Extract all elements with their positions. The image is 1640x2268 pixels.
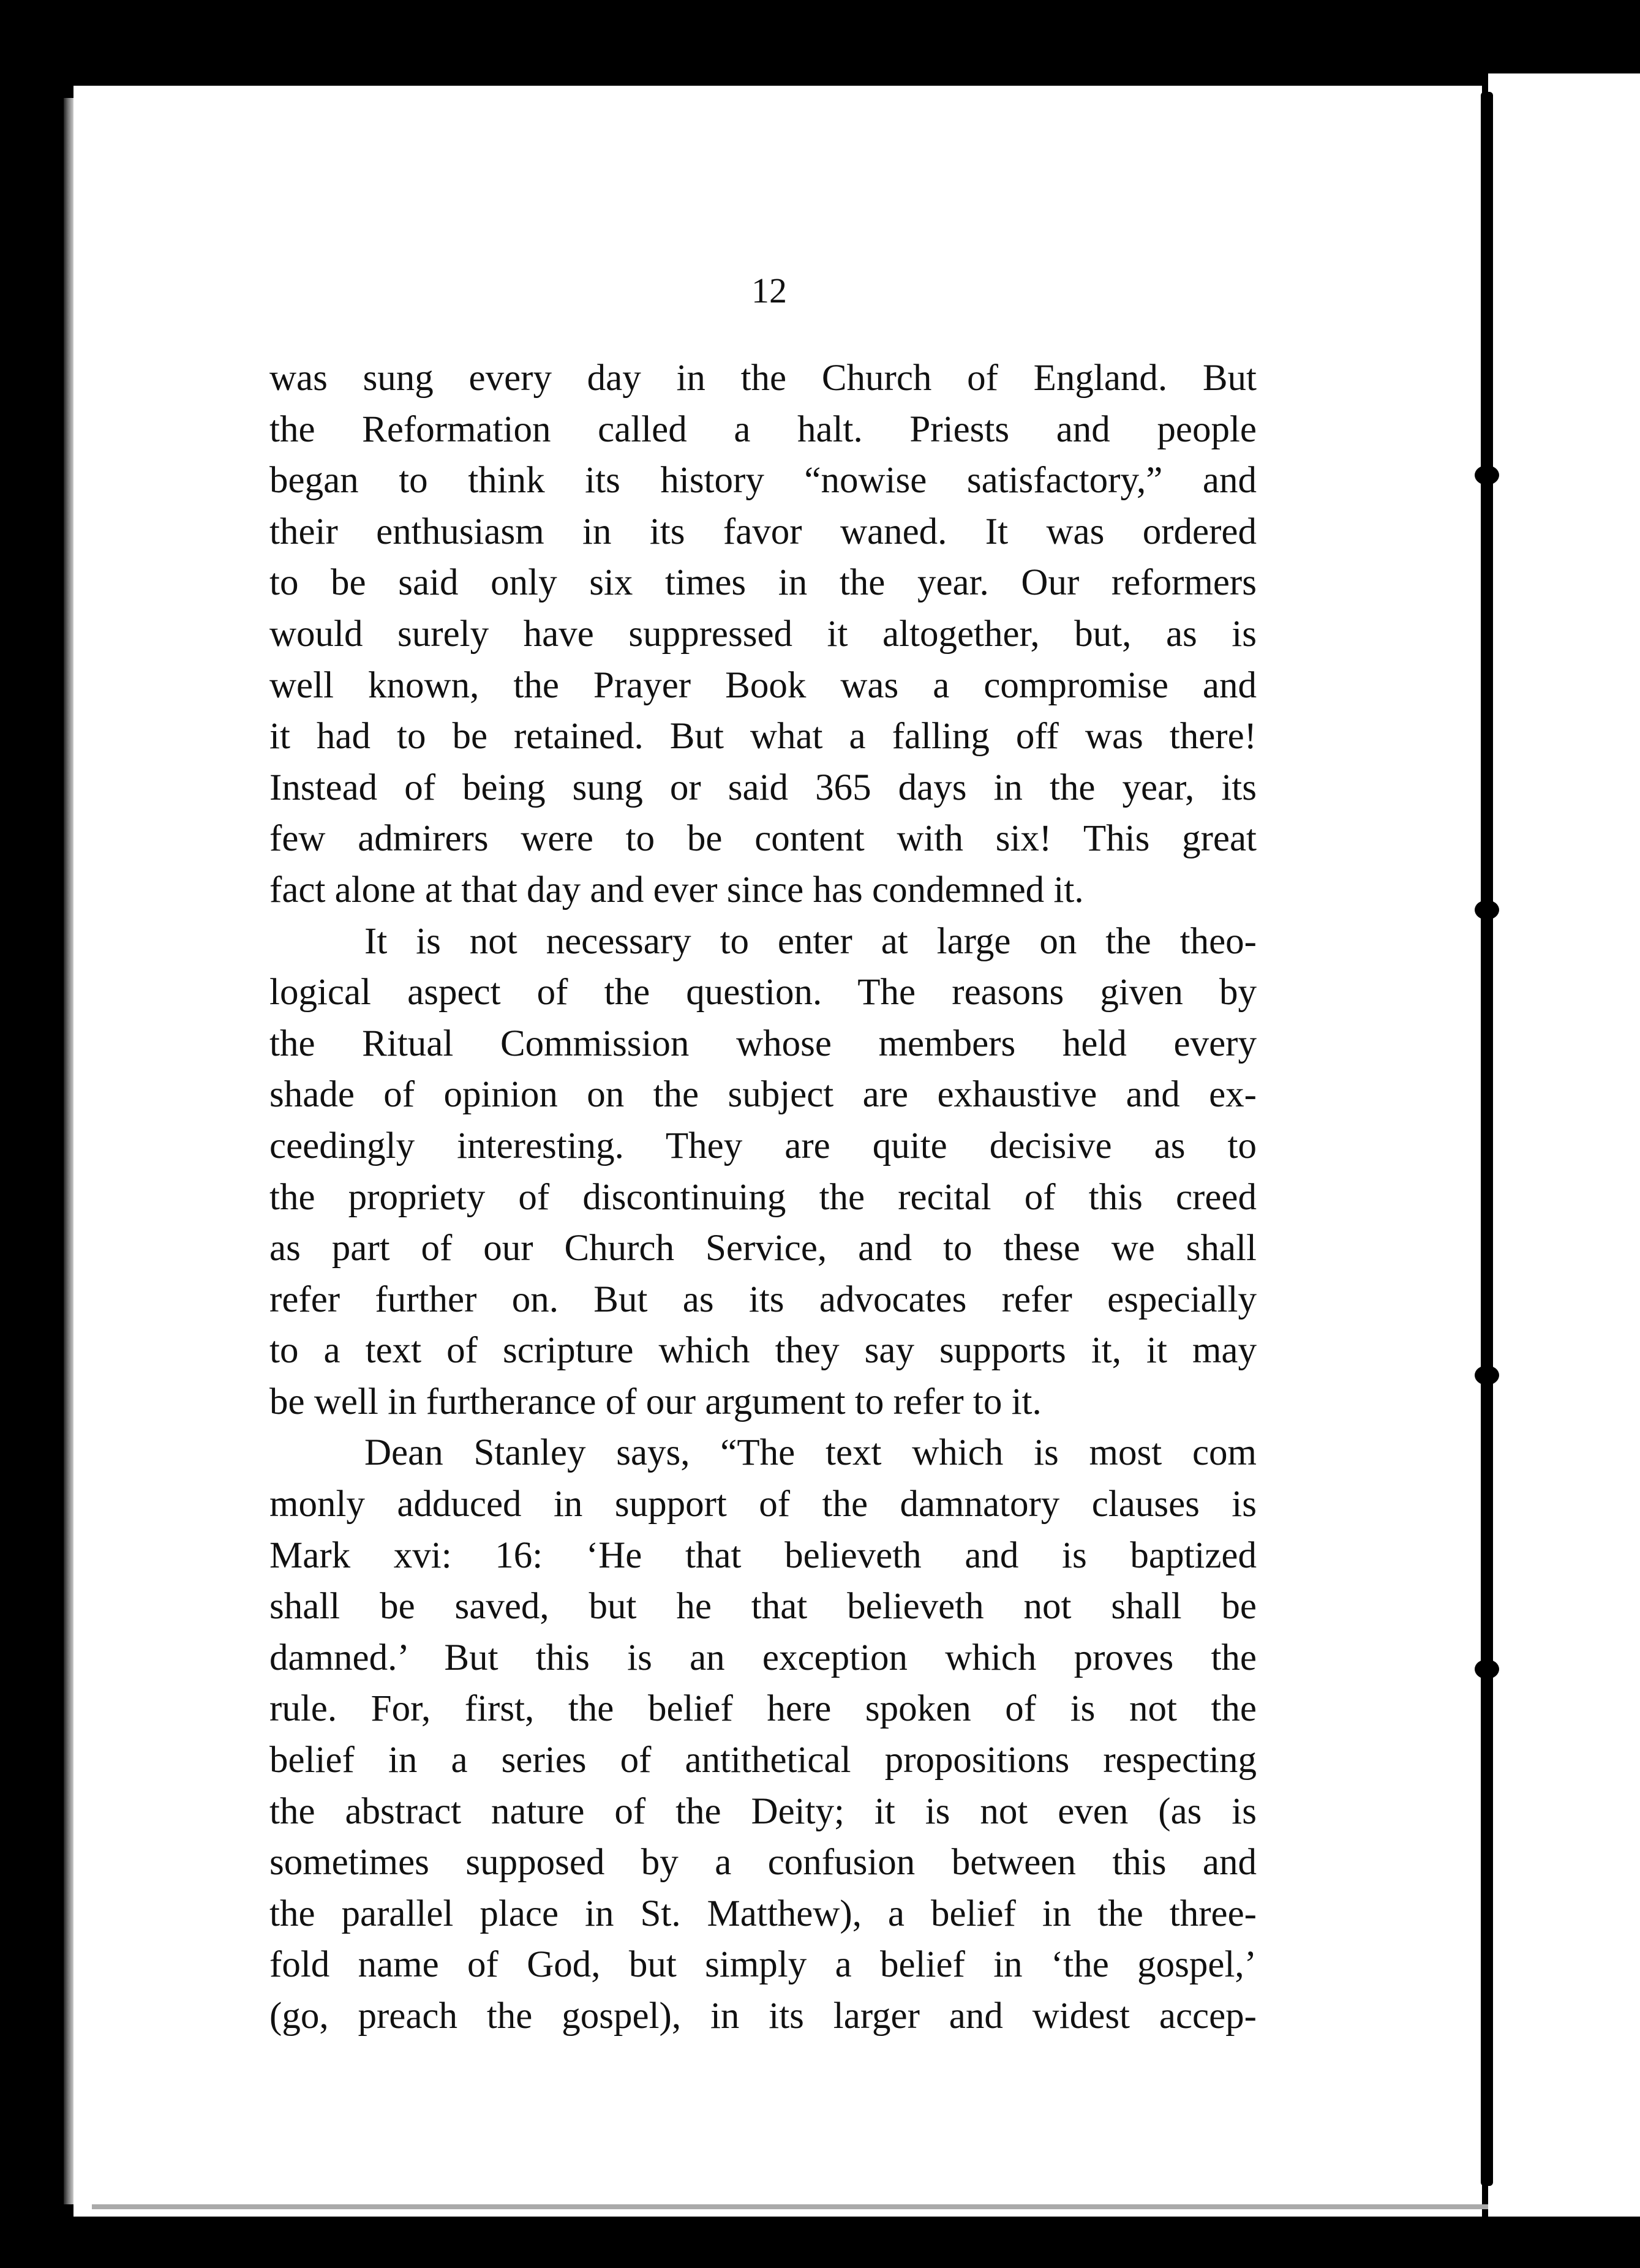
- page-number: 12: [751, 271, 787, 310]
- text-line: fact alone at that day and ever since has condemned it.: [269, 869, 1084, 911]
- text-line: damned.’ But this is an exception which proves the: [269, 1637, 1257, 1678]
- text-line: be well in furtherance of our argument to refer to it.: [269, 1381, 1042, 1422]
- facing-page: [1488, 73, 1640, 2217]
- text-line: rule. For, first, the belief here spoken of is not the: [269, 1688, 1257, 1730]
- text-line: ceedingly interesting. They are quite decisive as to: [269, 1125, 1257, 1166]
- text-line: shall be saved, but he that believeth not shall be: [269, 1586, 1257, 1628]
- text-line: Instead of being sung or said 365 days in the year, its: [269, 767, 1257, 808]
- binding-stitch: [1475, 1659, 1499, 1679]
- text-line: the parallel place in St. Matthew), a belief in the three-: [269, 1893, 1257, 1934]
- text-line: the abstract nature of the Deity; it is not even (as is: [269, 1790, 1257, 1832]
- text-line: would surely have suppressed it altogether, but, as is: [269, 613, 1257, 655]
- text-line: fold name of God, but simply a belief in ‘the gospel,’: [269, 1944, 1257, 1986]
- text-line: the Reformation called a halt. Priests and people: [269, 408, 1257, 450]
- text-line: Dean Stanley says, “The text which is most com: [364, 1432, 1257, 1474]
- binding-stitch: [1475, 465, 1499, 485]
- page-bottom-edge: [92, 2204, 1500, 2209]
- text-line: to a text of scripture which they say supports it, it may: [269, 1330, 1257, 1372]
- page-body-text: [269, 353, 1257, 2042]
- text-line: few admirers were to be content with six! This great: [269, 818, 1257, 860]
- text-line: sometimes supposed by a confusion between this and: [269, 1842, 1257, 1883]
- text-line: it had to be retained. But what a falling off was there!: [269, 716, 1257, 757]
- text-line: began to think its history “nowise satisfactory,” and: [269, 460, 1257, 501]
- text-line: to be said only six times in the year. Our reformers: [269, 562, 1257, 604]
- text-line: It is not necessary to enter at large on the theo-: [364, 920, 1257, 962]
- text-line: the propriety of discontinuing the recital of this creed: [269, 1176, 1257, 1218]
- book-binding: [1481, 92, 1493, 2186]
- text-line: logical aspect of the question. The reasons given by: [269, 972, 1257, 1013]
- text-line: their enthusiasm in its favor waned. It was ordered: [269, 511, 1257, 552]
- text-line: refer further on. But as its advocates refer especially: [269, 1279, 1257, 1320]
- text-line: well known, the Prayer Book was a compromise and: [269, 664, 1257, 706]
- text-line: was sung every day in the Church of England. But: [269, 358, 1257, 399]
- text-line: shade of opinion on the subject are exhaustive and ex-: [269, 1074, 1257, 1116]
- text-line: as part of our Church Service, and to these we shall: [269, 1228, 1257, 1269]
- text-line: monly adduced in support of the damnatory clauses is: [269, 1484, 1257, 1525]
- text-line: (go, preach the gospel), in its larger and widest accep-: [269, 1996, 1257, 2037]
- binding-stitch: [1475, 900, 1499, 920]
- text-line: belief in a series of antithetical propositions respecting: [269, 1740, 1257, 1781]
- binding-stitch: [1475, 1365, 1499, 1385]
- text-line: Mark xvi: 16: ‘He that believeth and is baptized: [269, 1534, 1257, 1576]
- text-line: the Ritual Commission whose members held every: [269, 1023, 1257, 1064]
